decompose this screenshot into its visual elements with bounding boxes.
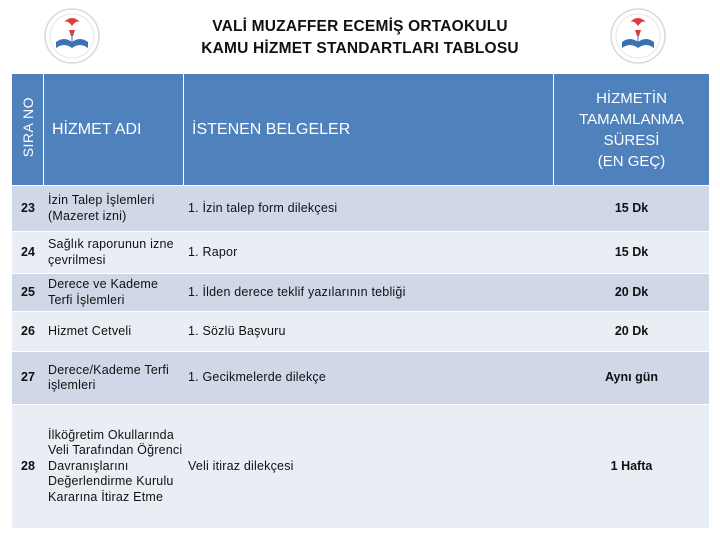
header-no: SIRA NO xyxy=(12,74,44,185)
required-documents: 1. Gecikmelerde dilekçe xyxy=(184,351,554,404)
required-documents: 1. Sözlü Başvuru xyxy=(184,311,554,351)
row-number: 26 xyxy=(12,311,44,351)
table-row xyxy=(12,185,709,231)
row-number: 24 xyxy=(12,231,44,273)
table-row xyxy=(12,404,709,528)
page-header xyxy=(0,0,720,74)
service-name: Derece/Kademe Terfi işlemleri xyxy=(44,351,184,404)
row-number: 25 xyxy=(12,273,44,311)
row-number: 27 xyxy=(12,351,44,404)
completion-duration: 20 Dk xyxy=(554,311,709,351)
completion-duration: 15 Dk xyxy=(554,185,709,231)
required-documents: 1. Rapor xyxy=(184,231,554,273)
completion-duration: 20 Dk xyxy=(554,273,709,311)
header-duration-line: TAMAMLANMA xyxy=(579,110,684,128)
header-duration xyxy=(554,74,709,185)
header-duration-line: HİZMETİN xyxy=(596,89,667,107)
meb-logo-icon xyxy=(608,6,668,66)
title-line-1: VALİ MUZAFFER ECEMİŞ ORTAOKULU xyxy=(212,18,508,35)
required-documents: 1. İlden derece teklif yazılarının tebliği xyxy=(184,273,554,311)
required-documents: Veli itiraz dilekçesi xyxy=(184,404,554,528)
header-documents: İSTENEN BELGELER xyxy=(184,74,554,185)
service-name: Hizmet Cetveli xyxy=(44,311,184,351)
completion-duration: 1 Hafta xyxy=(554,404,709,528)
service-name: İlköğretim Okullarında Veli Tarafından Öğrenci Davranışlarını Değerlendirme Kurulu Kararına İtiraz Etme xyxy=(44,404,184,528)
service-standards-table xyxy=(12,74,709,528)
completion-duration: 15 Dk xyxy=(554,231,709,273)
meb-logo-icon xyxy=(42,6,102,66)
header-duration-line: SÜRESİ xyxy=(603,131,660,149)
row-number: 23 xyxy=(12,185,44,231)
table-header-row xyxy=(12,74,709,185)
table-row xyxy=(12,231,709,273)
header-service-name: HİZMET ADI xyxy=(44,74,184,185)
table-row xyxy=(12,351,709,404)
table-row xyxy=(12,311,709,351)
header-duration-line: (EN GEÇ) xyxy=(597,152,666,170)
service-name: Sağlık raporunun izne çevrilmesi xyxy=(44,231,184,273)
required-documents: 1. İzin talep form dilekçesi xyxy=(184,185,554,231)
service-name: Derece ve Kademe Terfi İşlemleri xyxy=(44,273,184,311)
row-number: 28 xyxy=(12,404,44,528)
page-title xyxy=(120,16,600,60)
service-name: İzin Talep İşlemleri (Mazeret izni) xyxy=(44,185,184,231)
title-line-2: KAMU HİZMET STANDARTLARI TABLOSU xyxy=(201,40,519,57)
table-row xyxy=(12,273,709,311)
completion-duration: Aynı gün xyxy=(554,351,709,404)
